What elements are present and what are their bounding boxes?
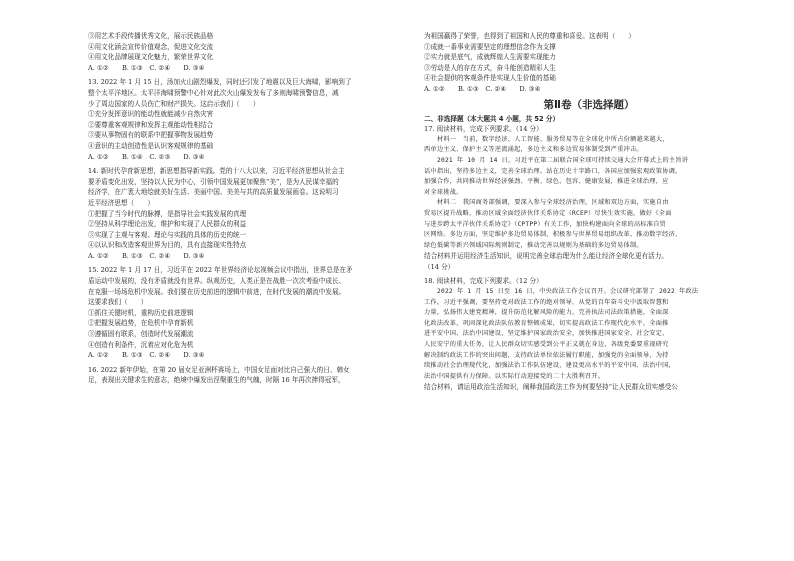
option-line: ①成就一番事业需要坚定的理想信念作为支撑 [424, 42, 556, 51]
answer-choices: A. ①② B. ①④ C. ②③ D. ③④ [88, 152, 205, 161]
material-text: 2021 年 10 月 14 日，习近平在第二届联合国全球可持续交通大会开幕式上的主旨讲 [437, 156, 689, 164]
material-text: 西单边主义、保护主义等逆流涌起，多边主义和多边贸易体制受到严重冲击。 [424, 146, 643, 154]
material-text: 续推动社会治理现代化，加强法治工作队伍建设，建设更高水平的平安中国、法治中国， [424, 362, 676, 370]
material-text: 化政法改革，巩固深化政法队伍教育整顿成果，切实提高政法工作现代化水平，全面推 [424, 319, 669, 327]
question-18 [424, 276, 754, 393]
material-text: 贸易区提升战略，推动区域全面经济伙伴关系协定（RCEP）尽快生效实施，做好《全面 [424, 209, 672, 217]
option-line: ①抓住关键时机，重构历史前进逻辑 [88, 308, 194, 317]
question-14 [88, 166, 398, 261]
question-text: 这要求我们（ ） [88, 298, 148, 307]
option-line: ④社会提供的客观条件是实现人生价值的基础 [424, 74, 556, 83]
question-text: 足，表现出关键求生的意志，绝境中爆发出涅槃重生的气魄，时隔 16 年再次捧得冠军， [88, 376, 345, 385]
option-line: ②把握发展趋势，在危机中孕育新机 [88, 319, 194, 328]
question-heading: 18. 阅读材料，完成下列要求。（12 分） [424, 277, 543, 286]
question-text: 15. 2022 年 1 月 17 日，习近平在 2022 年世界经济论坛视频会议中指出，世界总是在矛 [88, 266, 353, 275]
material-text: 对全球挑战。 [424, 188, 463, 196]
option-line: ④意识的主动创造性是认识客观规律的基础 [88, 141, 214, 150]
material-text: 材料二 我国商务部强调，要深入参与全球经济治理，区域和双边方面，实施自由 [437, 199, 669, 207]
question-text: 14. 新时代孕育新思想，新思想指导新实践。党的十八大以来，习近平经济思想从社会主 [88, 167, 345, 176]
question-16-continued [424, 31, 754, 95]
option-line: ③要从事物固有的联系中把握事物发展趋势 [88, 131, 214, 140]
material-text: 2022 年 1 月 15 日至 16 日，中央政法工作会议召开。会议研究部署了 2022 年政法 [437, 288, 699, 296]
option-line: ④用文化涵会宣传价值观念，促进文化交流 [88, 42, 214, 51]
option-line: ③实现了主观与客观、理论与实践的具体的历史的统一 [88, 230, 247, 239]
answer-choices: A. ①② B. ①③ C. ②④ D. ③④ [424, 84, 541, 93]
section-title: 第Ⅱ卷（非选择题） [543, 98, 635, 111]
question-text: 少了周边国家的人员伤亡和财产损失。这启示我们（ ） [88, 99, 260, 108]
material-text: 材料一 当前，数字经济、人工智能、服务贸易等在全球化中所占份额越来越大， [437, 135, 669, 143]
option-line: ②实力就是底气，成就辉煌人生需要实现能力 [424, 53, 556, 62]
answer-choices: A. ①② B. ①③ C. ②④ D. ③④ [88, 251, 205, 260]
question-heading: 17. 阅读材料，完成下列要求。（14 分） [424, 125, 543, 134]
material-text: 区网络。多边方面，坚定维护多边贸易体制，积极参与世界贸易组织改革，推动数字经济、 [424, 231, 682, 239]
question-text: 13. 2022 年 1 月 15 日，汤加火山剧烈爆发，同时还引发了地震以及巨大海啸，影响到了 [88, 78, 352, 87]
question-score: （14 分） [424, 262, 455, 271]
material-text: 加强合作，共同推动世界经济强劲、平衡、绿色、包容、健康发展，推进全球治理，应 [424, 178, 669, 186]
option-line: ④以认识和改造客观世界为目的，具有直接现实性特点 [88, 241, 247, 250]
left-column [88, 0, 398, 386]
question-text: 盾运动中发展的，没有矛盾就没有世界。纵观历史，人类正是在战胜一次次考验中成长、 [88, 277, 346, 286]
option-line: ①充分发挥意识的能动性就能减少自然灾害 [88, 110, 214, 119]
option-line: ②要尊重客观规律和发挥主观能动性相结合 [88, 120, 214, 129]
material-text: 解决制约政法工作的突出问题，支持政法单位依法履行职能，加强党的全面领导，为持 [424, 351, 669, 359]
material-text: 与进步跨太平洋伙伴关系协定》（CPTPP）有关工作，加快构建面向全球的高标准自贸 [424, 220, 667, 228]
question-text: 经济学，在广袤大地绘就美好生活、美丽中国、美美与共的高质量发展画卷。这说明习 [88, 188, 339, 197]
option-line: ④创造有利条件，沉着应对化危为机 [88, 340, 194, 349]
question-13 [88, 77, 398, 162]
material-text: 进平安中国、法治中国建设，坚定维护国家政治安全，加快推进国家安全、社会安定、 [424, 330, 669, 338]
question-text: 近平经济思想（ ） [88, 198, 154, 207]
material-text: 绿色低碳等新兴领域国际规则制定，推动完善以规则为基础的多边贸易体制。 [424, 241, 643, 249]
question-requirement: 结合材料并运用经济生活知识，说明完善全球治理为什么能让经济全球化更有活力。 [424, 252, 668, 261]
answer-choices: A. ①② B. ①③ C. ②④ D. ③④ [88, 63, 205, 72]
question-16 [88, 365, 398, 386]
question-text: 在克服一场场危机中发展。我们要在历史前进的逻辑中前进，在时代发展的潮流中发展。 [88, 287, 346, 296]
question-requirement: 结合材料，请运用政治生活知识，阐释我国政法工作为何要坚持“让人民群众切实感受公 [424, 383, 678, 392]
section-subtitle: 二、非选择题（本大题共 4 小题，共 52 分） [424, 114, 560, 123]
option-line: ③劳动是人的存在方式，奋斗能创造精彩人生 [424, 63, 556, 72]
material-text: 工作，习近平强调，要坚持党对政法工作的绝对领导，从党的百年奋斗史中汲取智慧和 [424, 298, 669, 306]
option-line: ③遵循固有联系，创造时代发展潮流 [88, 330, 194, 339]
question-17 [424, 124, 754, 272]
option-line: ③用艺术手段传播优秀文化，展示民族品格 [88, 32, 214, 40]
right-column [424, 0, 754, 393]
option-line: ④用文化品牌展现文化魅力，繁荣世界文化 [88, 53, 214, 62]
question-text: 16. 2022 新年伊始，在第 20 届女足亚洲杯赛场上，中国女足面对比自己强大的日、韩女 [88, 365, 350, 374]
answer-choices: A. ①② B. ①③ C. ②④ D. ③④ [88, 351, 205, 360]
option-line: ①把握了当今时代的脉搏，是指导社会实践发展的真理 [88, 209, 247, 218]
material-text: 话中指出，坚持多边主义，完善全球治理。站在历史十字路口，各国应加强宏观政策协调， [424, 167, 682, 175]
material-text: 力量，弘扬伟大建党精神，提升防范化解风险的能力，完善执法司法政策措施，全面深 [424, 309, 669, 317]
question-15 [88, 265, 398, 360]
question-text: 要矛盾变化出发，坚持以人民为中心，引领中国发展更加聚焦“美”，是为人民谋幸福的 [88, 177, 339, 186]
material-text: 法治中国提供有力保障。以实际行动迎接党的二十大胜利召开。 [424, 372, 605, 380]
question-text: 整个太平洋地区。太平洋海啸预警中心针对此次火山爆发发布了多则海啸预警信息，减 [88, 88, 339, 97]
material-text: 人民安宁的重大任务，让人民群众切实感受到公平正义就在身边，各级党委要重视研究 [424, 341, 669, 349]
question-text: 为祖国赢得了荣誉，也得到了祖国和人民的尊重和喜爱。这表明（ ） [424, 32, 635, 40]
option-line: ②坚持从科学理论出发，维护和实现了人民群众的利益 [88, 220, 247, 229]
